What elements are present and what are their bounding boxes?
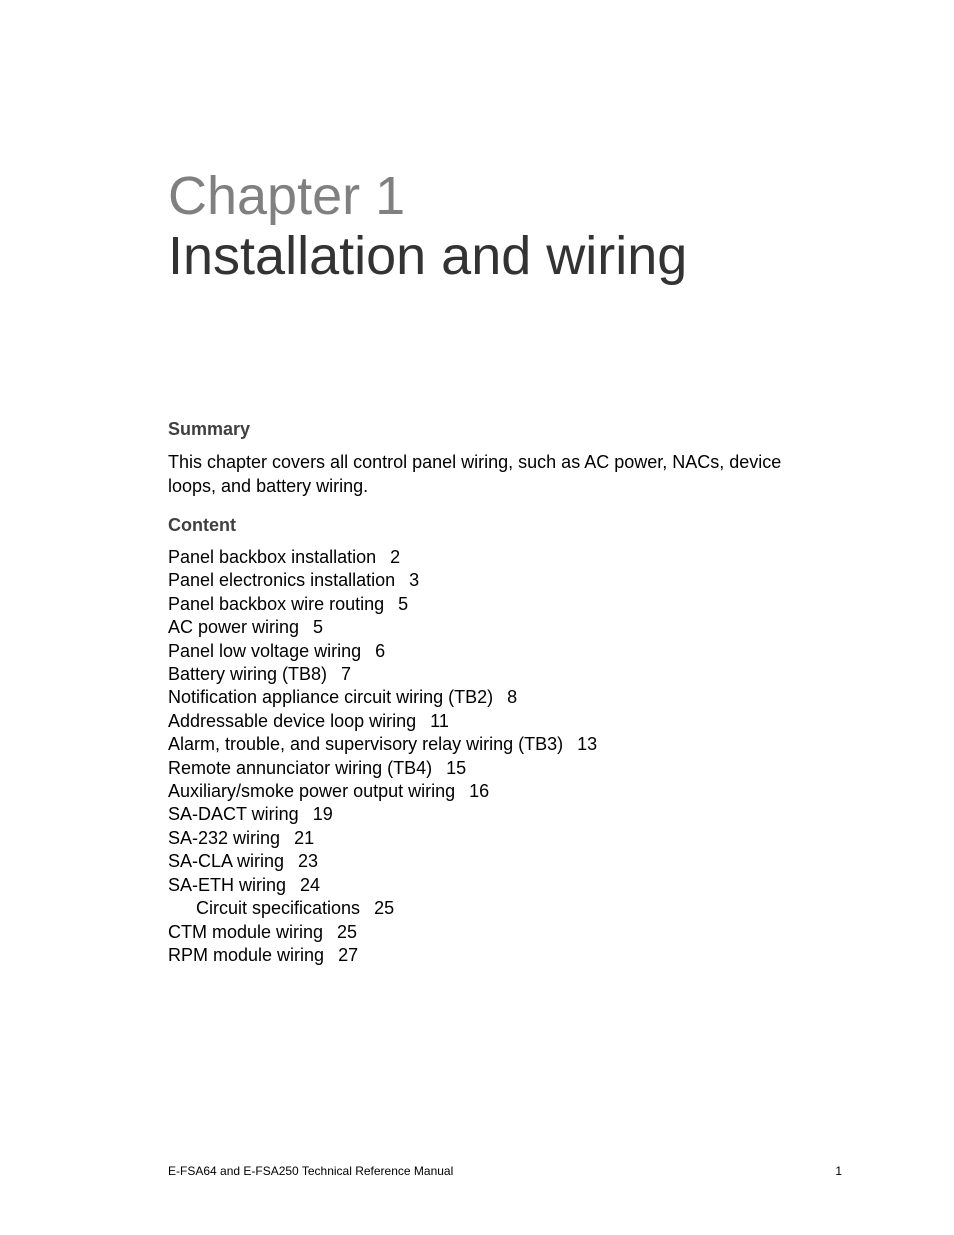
toc-entry-page: 27	[338, 944, 359, 965]
toc-entry[interactable]	[168, 616, 597, 639]
toc-entry[interactable]	[168, 569, 597, 592]
toc-entry-page: 11	[430, 710, 449, 731]
toc-subentry[interactable]	[168, 897, 597, 920]
toc-entry[interactable]	[168, 686, 597, 709]
toc-entry[interactable]	[168, 640, 597, 663]
toc-entry[interactable]	[168, 593, 597, 616]
toc-entry-title: CTM module wiring	[168, 921, 324, 942]
toc-entry-title: Addressable device loop wiring	[168, 710, 417, 731]
toc-entry-page: 25	[337, 921, 358, 942]
content-heading: Content	[168, 515, 236, 535]
toc-entry-page: 25	[374, 898, 395, 919]
toc-entry-title: Panel electronics installation	[168, 570, 396, 591]
toc-entry-page: 5	[398, 593, 409, 614]
toc-entry[interactable]	[168, 827, 597, 850]
toc-entry[interactable]	[168, 546, 597, 569]
toc-entry-title: SA-ETH wiring	[168, 874, 287, 895]
toc-entry-page: 24	[300, 874, 321, 895]
toc-entry[interactable]	[168, 733, 597, 756]
toc-entry-title: Auxiliary/smoke power output wiring	[168, 781, 456, 802]
toc-entry-title: RPM module wiring	[168, 944, 325, 965]
toc-entry-page: 8	[507, 687, 518, 708]
footer-manual-title: E-FSA64 and E-FSA250 Technical Reference Manual	[168, 1164, 454, 1178]
footer-page-number: 1	[835, 1164, 842, 1178]
toc-entry[interactable]	[168, 850, 597, 873]
toc-entry-title: SA-232 wiring	[168, 827, 281, 848]
chapter-title: Installation and wiring	[168, 226, 688, 286]
toc-entry-title: Alarm, trouble, and supervisory relay wiring (TB3)	[168, 734, 564, 755]
toc-entry[interactable]	[168, 757, 597, 780]
toc-entry-page: 23	[298, 851, 319, 872]
toc-entry-page: 15	[446, 757, 467, 778]
toc-entry-page: 2	[390, 547, 401, 567]
toc-entry[interactable]	[168, 921, 597, 944]
toc-entry-title: Remote annunciator wiring (TB4)	[168, 757, 433, 778]
toc-entry-page: 3	[409, 570, 420, 591]
toc-entry-page: 6	[375, 640, 386, 661]
table-of-contents	[168, 546, 597, 967]
toc-entry[interactable]	[168, 780, 597, 803]
toc-entry-page: 7	[341, 664, 352, 685]
summary-text: This chapter covers all control panel wiring, such as AC power, NACs, device loops, and battery wiring.	[168, 452, 782, 496]
toc-entry-title: SA-CLA wiring	[168, 851, 285, 872]
toc-entry[interactable]	[168, 803, 597, 826]
chapter-label: Chapter 1	[168, 166, 406, 226]
toc-entry-title: AC power wiring	[168, 617, 300, 638]
toc-entry-page: 16	[469, 781, 490, 802]
toc-entry[interactable]	[168, 663, 597, 686]
toc-entry-title: Circuit specifications	[196, 898, 361, 919]
toc-entry-title: SA-DACT wiring	[168, 804, 299, 825]
toc-entry-page: 5	[313, 617, 324, 638]
toc-entry-title: Battery wiring (TB8)	[168, 664, 328, 685]
toc-entry[interactable]	[168, 710, 597, 733]
toc-entry-title: Panel backbox wire routing	[168, 593, 385, 614]
toc-entry-page: 13	[577, 734, 598, 755]
toc-entry-title: Panel backbox installation	[168, 547, 377, 567]
toc-entry-page: 19	[312, 804, 333, 825]
toc-entry-title: Panel low voltage wiring	[168, 640, 362, 661]
toc-entry-title: Notification appliance circuit wiring (TB2)	[168, 687, 494, 708]
toc-entry[interactable]	[168, 944, 597, 967]
toc-entry-page: 21	[294, 827, 315, 848]
summary-heading: Summary	[168, 419, 251, 439]
toc-entry[interactable]	[168, 874, 597, 897]
